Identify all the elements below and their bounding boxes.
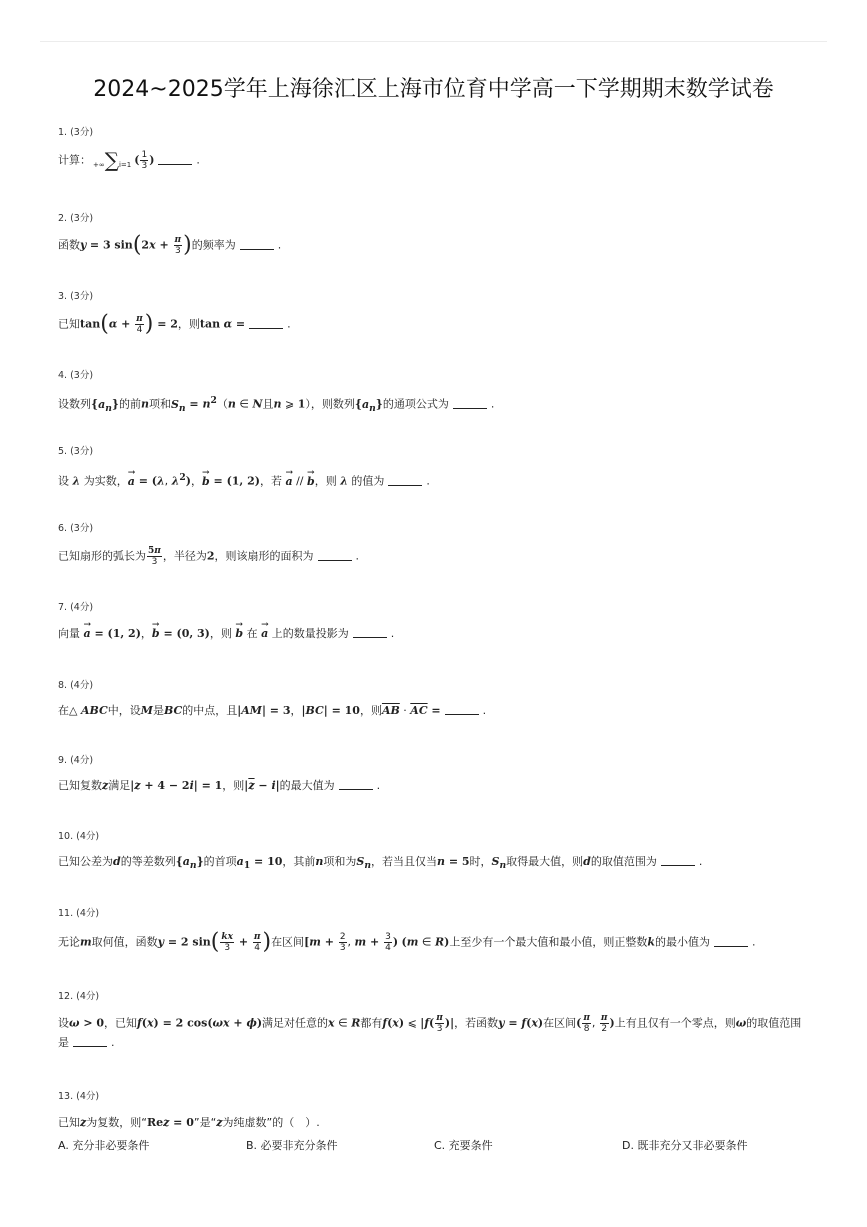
question-8-header: 8. (4分) — [58, 680, 94, 691]
answer-blank — [249, 318, 283, 329]
question-1-header: 1. (3分) — [58, 127, 94, 138]
question-9-header: 9. (4分) — [58, 755, 94, 766]
question-2-header: 2. (3分) — [58, 213, 94, 224]
answer-blank — [661, 855, 695, 866]
question-8-body: 在△ ABC中，设M是BC的中点，且|AM| = 3，|BC| = 10，则$\overline{AB} \cdot \overline{AC}$ = . — [58, 704, 487, 717]
question-2-body: 函数y = 3 sin(2x + $\frac{\pi}{3}$ )的频率为 . — [58, 232, 282, 258]
answer-blank — [158, 154, 192, 165]
answer-blank — [714, 936, 748, 947]
header-divider — [40, 41, 827, 42]
question-4-body: 设数列$\{a_n\}$的前n项和$S_n = n^2(n$ ∈ N且n ⩾ 1），则数列$\{a_n\}$的通项公式为 . — [58, 395, 495, 414]
question-3-body: 已知tan(α + $\frac{\pi}{4}$ ) = 2，则tan α = . — [58, 311, 291, 337]
question-5-header: 5. (3分) — [58, 446, 94, 457]
option-a[interactable]: A. 充分非必要条件 — [58, 1139, 150, 1152]
answer-blank — [73, 1036, 107, 1047]
question-5-body: 设 λ 为实数，→ a = (λ, $\lambda^2$)，→ b = (1, 2)，若 → a // → b，则 λ 的值为 . — [58, 469, 827, 491]
question-1-body: 计算： +∞∑i=1 ( $\frac{1}{3}$ ) . — [58, 148, 200, 172]
question-3-header: 3. (3分) — [58, 291, 94, 302]
question-7-header: 7. (4分) — [58, 602, 94, 613]
answer-blank — [240, 239, 274, 250]
question-7-body: 向量 → a = (1, 2)，→ b = (0, 3)，则 → b 在 → a 上的数量投影为 . — [58, 625, 827, 643]
option-d[interactable]: D. 既非充分又非必要条件 — [622, 1139, 748, 1152]
answer-blank — [445, 704, 479, 715]
answer-blank — [318, 550, 352, 561]
question-13-body: 已知z为复数，则“Rez = 0”是“z为纯虚数”的（ ）. — [58, 1116, 320, 1129]
question-13-header: 13. (4分) — [58, 1091, 100, 1102]
question-12-body: 设ω > 0，已知f(x) = 2 cos(ωx + ϕ)满足对任意的x ∈ R都有f(x) ⩽ |f( $\frac{\pi}{3}$ )|，若函数y = f(x)在区间( $\frac{\pi}{8}$ , $\frac{\pi}{2}$ )上有且仅有一个零点，则ω的取值范围是 . — [58, 1013, 802, 1049]
question-12-header: 12. (4分) — [58, 991, 100, 1002]
option-c[interactable]: C. 充要条件 — [434, 1139, 493, 1152]
answer-blank — [339, 779, 373, 790]
option-b[interactable]: B. 必要非充分条件 — [246, 1139, 338, 1152]
question-6-body: 已知扇形的弧长为 $\frac{5\pi}{3}$ ，半径为2，则该扇形的面积为 . — [58, 546, 360, 567]
question-6-header: 6. (3分) — [58, 523, 94, 534]
question-11-body: 无论m取何值，函数y = 2 sin( $\frac{kx}{3}$ + $\frac{\pi}{4}$ )在区间[m + $\frac{2}{3}$ , m + $\frac{3}{4}$ ) (m ∈ R)上至少有一个最大值和最小值，则正整数k的最小值为 . — [58, 929, 756, 955]
question-10-body: 已知公差为d的等差数列$\{a_n\}$的首项$a_1 = 10$，其前n项和为$S_n$，若当且仅当n = 5时，$S_n$取得最大值，则d的取值范围为 . — [58, 855, 703, 872]
question-10-header: 10. (4分) — [58, 831, 100, 842]
question-4-header: 4. (3分) — [58, 370, 94, 381]
answer-blank — [353, 627, 387, 638]
answer-blank — [388, 475, 422, 486]
page-title: 2024~2025学年上海徐汇区上海市位育中学高一下学期期末数学试卷 — [93, 77, 774, 102]
answer-blank — [453, 398, 487, 409]
question-11-header: 11. (4分) — [58, 908, 100, 919]
question-9-body: 已知复数z满足|z + 4 − 2i| = 1，则$|\overline{z} - i|$的最大值为 . — [58, 779, 381, 792]
